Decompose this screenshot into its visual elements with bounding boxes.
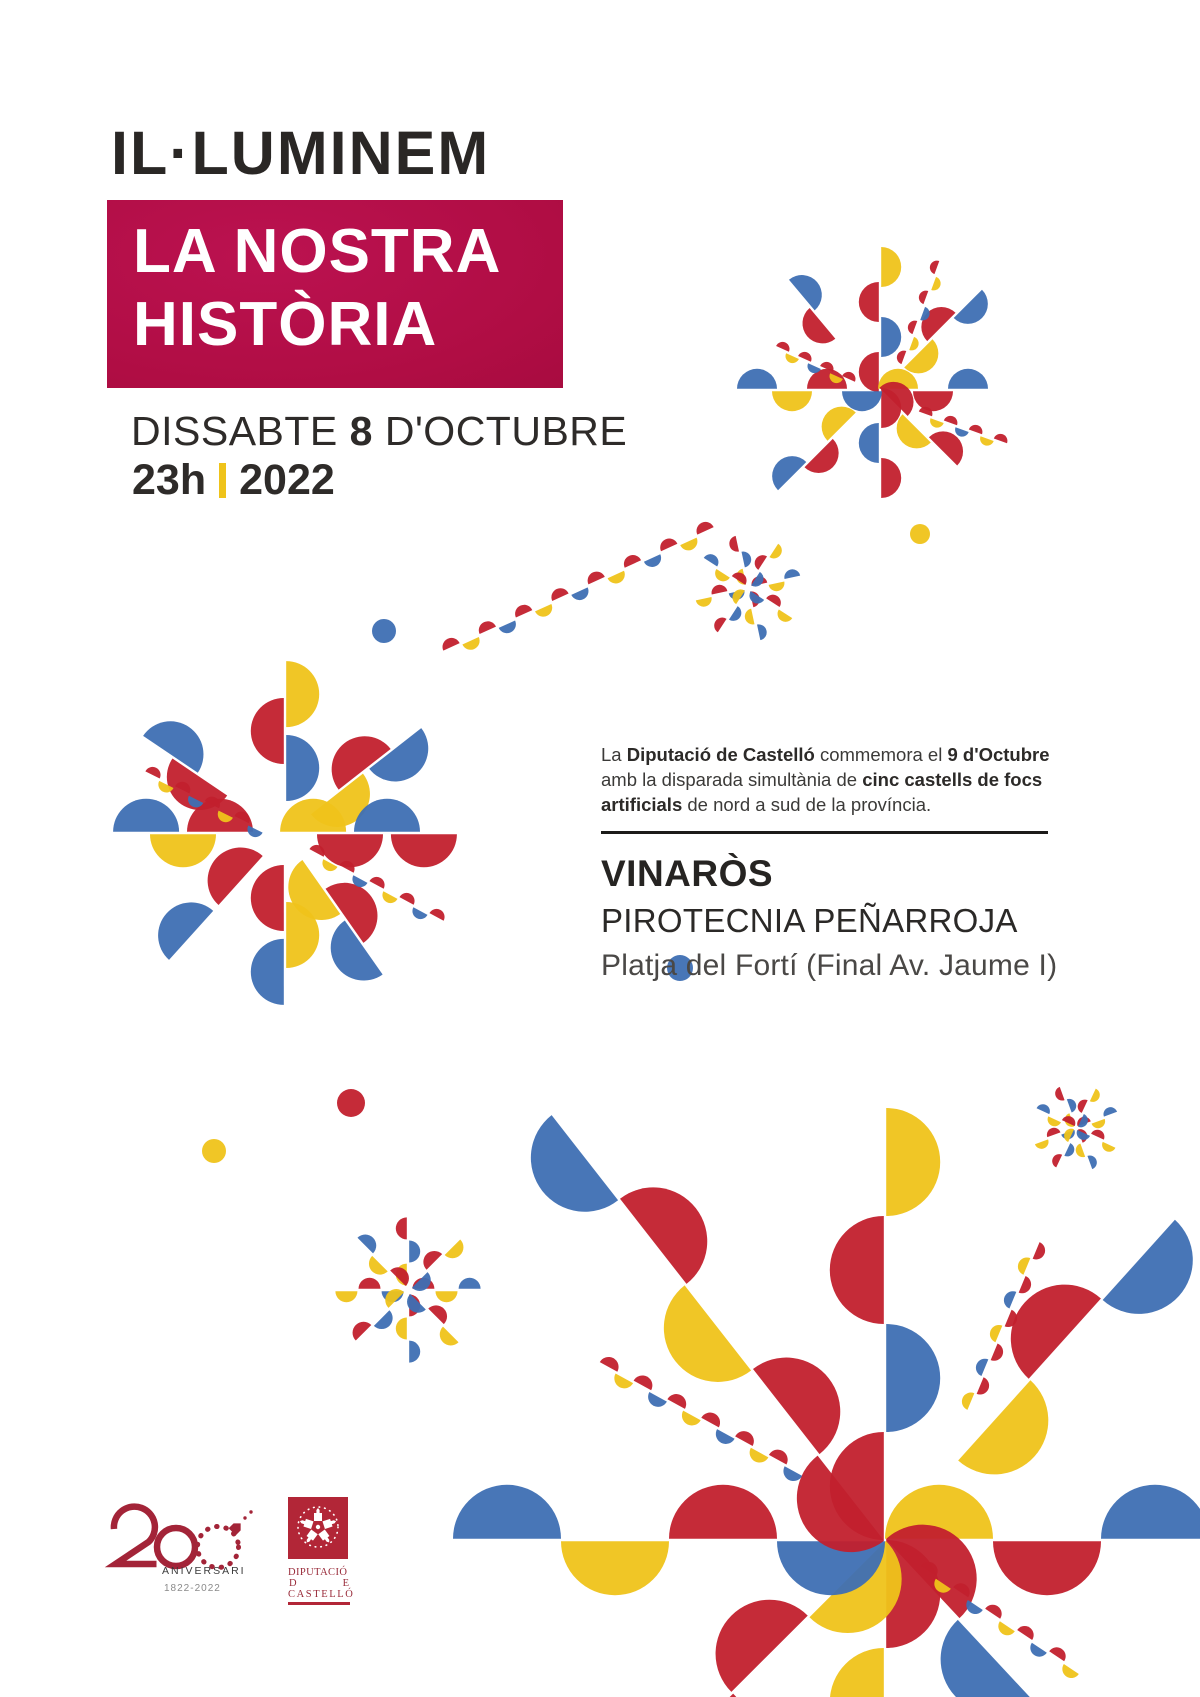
banner-line-2: HISTÒRIA <box>133 290 438 359</box>
event-info-block <box>601 742 1071 983</box>
divider-rule <box>601 831 1048 834</box>
anniversary-years: 1822-2022 <box>164 1583 221 1594</box>
diputacio-line-2: D E <box>289 1578 349 1589</box>
banner-line-1: LA NOSTRA <box>133 217 502 286</box>
pyrotechnics-company: PIROTECNIA PEÑARROJA <box>601 902 1018 939</box>
rocket-icon <box>229 1510 253 1535</box>
title-banner <box>107 200 563 388</box>
diputacio-logo <box>288 1497 355 1605</box>
digit-2 <box>114 1507 157 1564</box>
diputacio-underline <box>288 1602 350 1605</box>
event-date: DISSABTE 8 D'OCTUBRE <box>131 408 628 454</box>
diputacio-line-3: CASTELLÓ <box>288 1589 355 1600</box>
poster-title: IL·LUMINEM <box>111 119 491 187</box>
yellow-separator-bar <box>219 463 226 498</box>
intro-paragraph: La Diputació de Castelló commemora el 9 d'Octubre amb la disparada simultània de cinc castells de focs artificials de nord a sud de la província. <box>601 744 1050 815</box>
event-time <box>132 456 335 505</box>
dotted-zero <box>198 1527 239 1568</box>
diputacio-line-1: DIPUTACIÓ <box>288 1567 348 1578</box>
anniversary-label: ANIVERSARI <box>162 1565 246 1577</box>
city-name: VINARÒS <box>601 853 774 894</box>
venue-address: Platja del Fortí (Final Av. Jaume I) <box>601 949 1058 982</box>
event-hour: 23h <box>132 456 207 504</box>
event-year: 2022 <box>239 456 335 504</box>
castles-emblem <box>288 1497 348 1559</box>
digit-zero <box>157 1528 195 1566</box>
anniversary-logo <box>98 1498 278 1608</box>
